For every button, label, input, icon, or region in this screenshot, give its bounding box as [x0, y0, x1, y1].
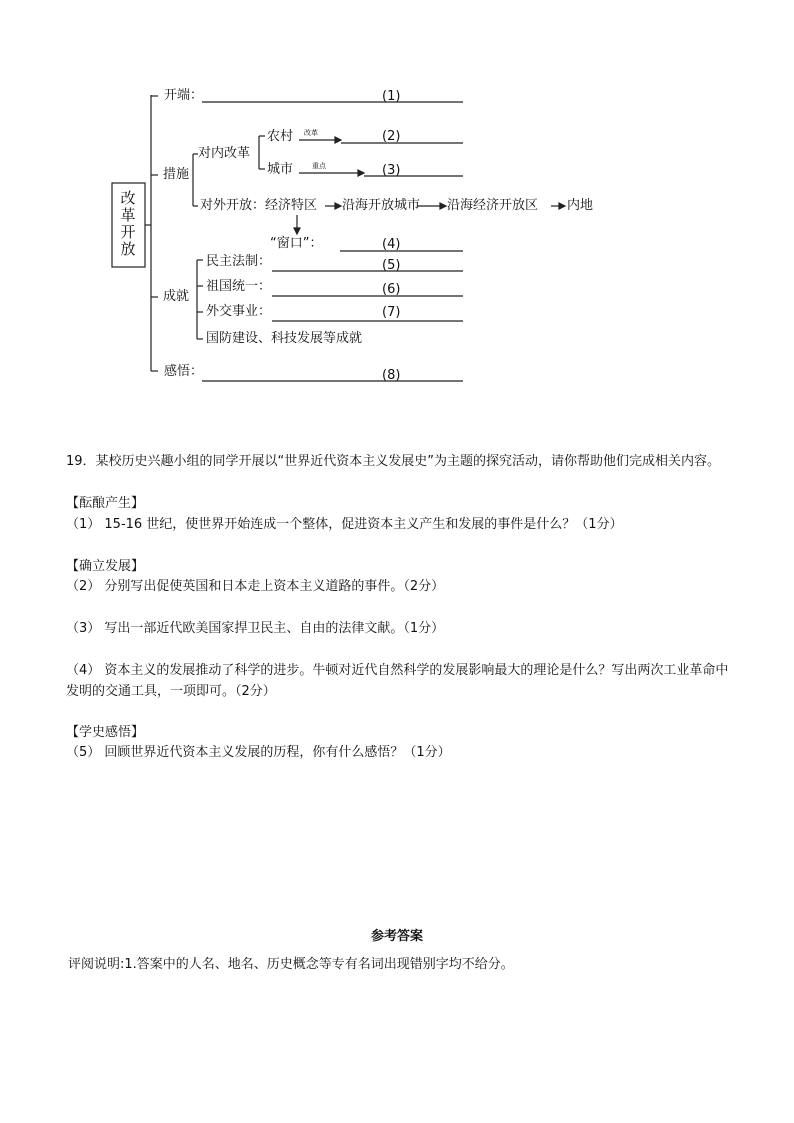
external-label: 对外开放：经济特区 [200, 198, 318, 213]
section-brewing: 【酝酿产生】 [66, 496, 145, 511]
start-label: 开端： [164, 88, 204, 103]
window-label: “窗口”： [270, 236, 323, 251]
defense-label: 国防建设、科技发展等成就 [206, 331, 363, 346]
measures-label: 措施 [163, 167, 190, 182]
blank-3: (3) [382, 163, 401, 178]
rural-label: 农村 [267, 129, 294, 144]
blank-1: (1) [382, 89, 401, 104]
question-3: （3） 写出一部近代欧美国家捍卫民主、自由的法律文献。（1分） [66, 621, 445, 636]
urban-arrow-note: 重点 [312, 162, 326, 170]
rural-arrow-note: 改革 [304, 129, 318, 137]
internal-reform-label: 对内改革 [198, 146, 251, 161]
root-label: 改革开放 [120, 189, 136, 258]
section-reflection: 【学史感悟】 [66, 725, 145, 740]
democracy-label: 民主法制： [206, 254, 272, 269]
blank-4: (4) [382, 237, 401, 252]
section-establishment: 【确立发展】 [66, 559, 145, 574]
diplomacy-label: 外交事业： [206, 304, 272, 319]
question-2: （2） 分别写出促使英国和日本走上资本主义道路的事件。（2分） [66, 579, 445, 594]
blank-2: (2) [382, 129, 401, 144]
question-19-intro: 19．某校历史兴趣小组的同学开展以“世界近代资本主义发展史”为主题的探究活动，请你帮助他们完成相关内容。 [66, 454, 721, 469]
blank-8: (8) [382, 368, 401, 383]
blank-7: (7) [382, 305, 401, 320]
achievements-label: 成就 [163, 289, 190, 304]
reunification-label: 祖国统一： [206, 279, 272, 294]
urban-label: 城市 [267, 162, 294, 177]
reflection-label: 感悟： [164, 364, 204, 379]
coastal-cities-label: 沿海开放城市 [342, 198, 421, 213]
blank-5: (5) [382, 258, 401, 273]
question-1: （1） 15-16 世纪，使世界开始连成一个整体，促进资本主义产生和发展的事件是什么？（1分） [66, 517, 623, 532]
reform-opening-diagram [0, 0, 794, 420]
answers-title: 参考答案 [370, 929, 423, 944]
answers-note: 评阅说明:1.答案中的人名、地名、历史概念等专有名词出现错别字均不给分。 [68, 957, 514, 972]
inland-label: 内地 [567, 198, 594, 213]
blank-6: (6) [382, 282, 401, 297]
question-5: （5） 回顾世界近代资本主义发展的历程，你有什么感悟？（1分） [66, 745, 451, 760]
coastal-zones-label: 沿海经济开放区 [447, 198, 539, 213]
question-4: （4） 资本主义的发展推动了科学的进步。牛顿对近代自然科学的发展影响最大的理论是什么？写出两次工业革命中发明的交通工具，一项即可。（2分） [66, 663, 729, 699]
